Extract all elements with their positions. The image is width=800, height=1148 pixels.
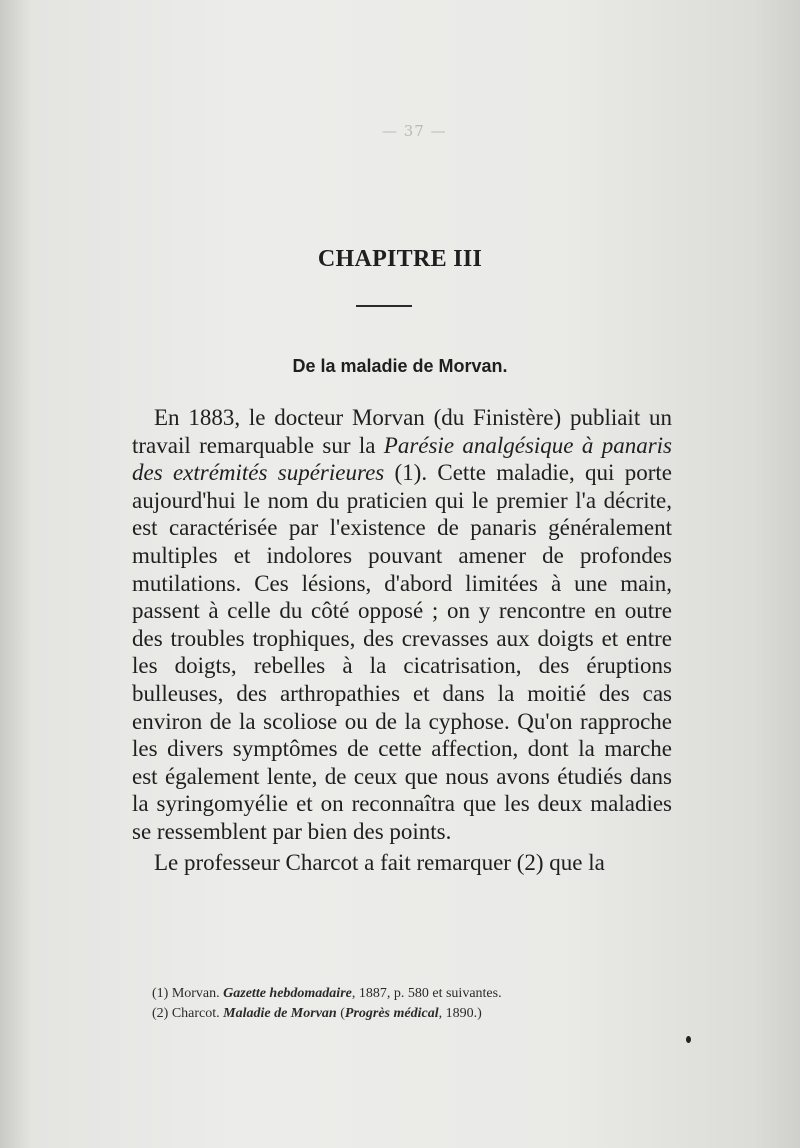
- text-run: En 1883, le docteur Morvan (du Finistère) publiait un travail remarquable sur la: [132, 405, 672, 458]
- paragraph-1: [132, 404, 672, 846]
- paragraph-2: [132, 849, 672, 877]
- ink-speck: [686, 1036, 691, 1043]
- text-run: Le professeur Charcot a fait remarquer (2) que la: [154, 849, 605, 875]
- text-run: (1). Cette maladie, qui porte aujourd'hui le nom du praticien qui le premier l'a décrite, est caractérisée par l'existence de panaris généralement multiples et indolores pouvant amener de profondes mutilations. Ces lésions, d'abord limitées à une main, passent à celle du côté opposé ; on y rencontre en outre des troubles trophiques, des crevasses aux doigts et entre les doigts, rebelles à la cicatrisation, des éruptions bulleuses, des arthropathies et dans la moitié des cas environ de la scoliose ou de la cyphose. Qu'on rapproche les divers symptômes de cette affection, dont la marche est également lente, de ceux que nous avons étudiés dans la syringomyélie et on reconnaîtra que les deux maladies se ressemblent par bien des points.: [132, 460, 672, 844]
- text-run-italic: Parésie analgésique à panaris des extrémités supérieures: [132, 432, 672, 486]
- body-text: [132, 404, 672, 876]
- footnote-text: (2) Charcot.: [152, 1006, 224, 1021]
- chapter-title: CHAPITRE III: [317, 246, 483, 272]
- footnote-text: (1) Morvan.: [152, 986, 224, 1001]
- section-title: De la maladie de Morvan.: [292, 356, 508, 376]
- footnote-text: , 1890.): [438, 1006, 482, 1021]
- footnote-text: (: [336, 1006, 345, 1021]
- footnote-source: Maladie de Morvan: [223, 1006, 337, 1021]
- footnote-1: [152, 984, 622, 1004]
- title-rule: [356, 305, 412, 307]
- footnote-source: Progrès médical: [344, 1006, 439, 1021]
- footnote-source: Gazette hebdomadaire: [223, 986, 352, 1001]
- footnote-text: , 1887, p. 580 et suivantes.: [351, 986, 502, 1001]
- footnote-2: [152, 1004, 622, 1024]
- page-number: — 37 —: [382, 122, 447, 140]
- footnotes: [152, 984, 622, 1024]
